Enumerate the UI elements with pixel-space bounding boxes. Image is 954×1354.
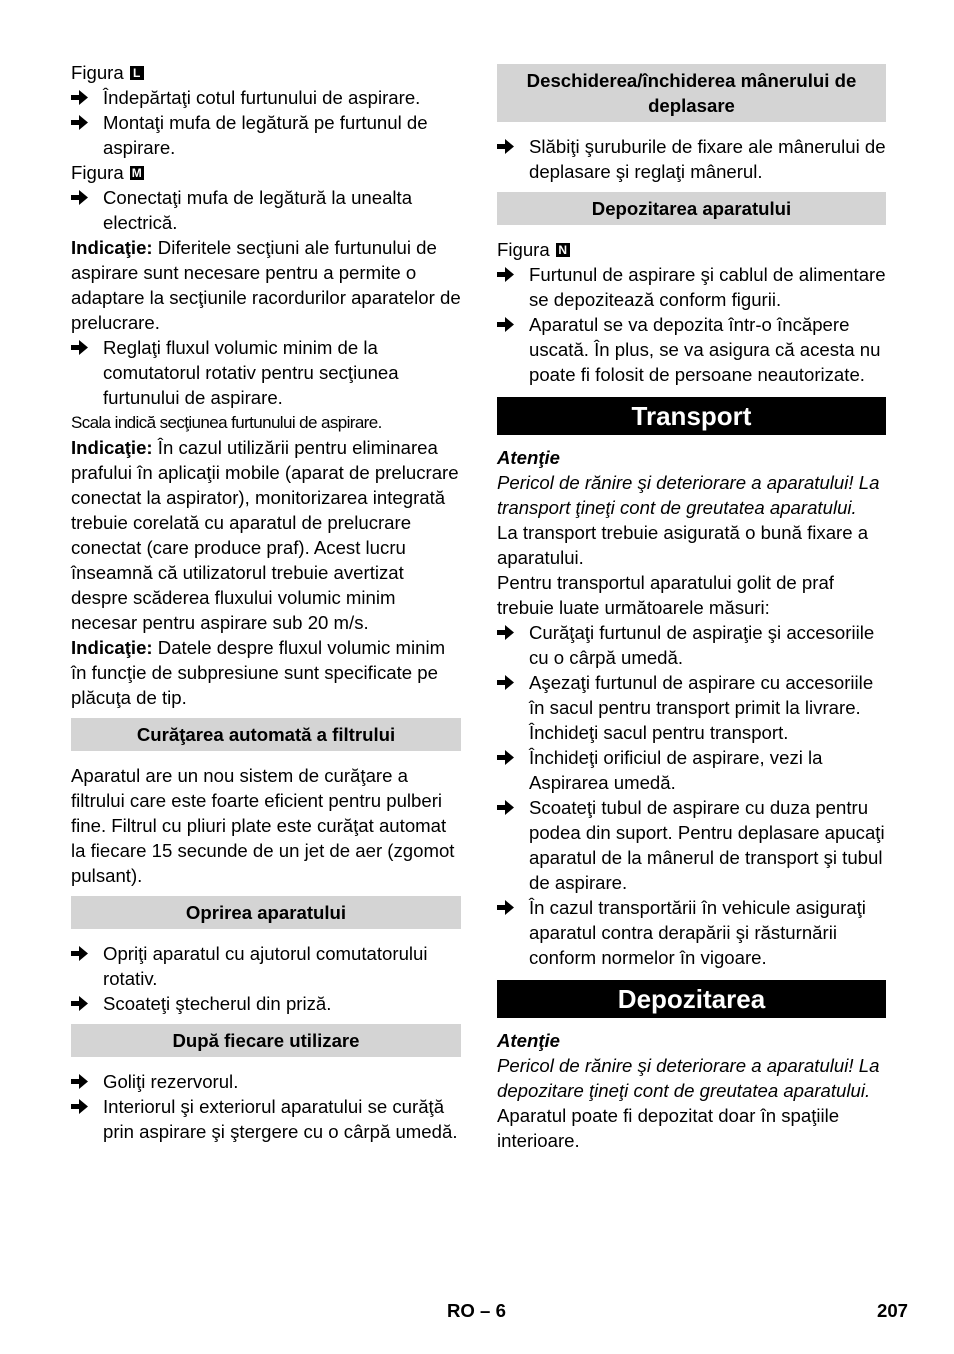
step-text: Goliţi rezervorul. [103, 1071, 239, 1092]
figure-label: Figura [497, 239, 550, 260]
warning-text: Pericol de rănire şi deteriorare a aparatului! La depozitare ţineţi cont de greutatea aparatului. [497, 1055, 880, 1101]
body-paragraph: Pentru transportul aparatului golit de praf trebuie luate următoarele măsuri: [497, 572, 834, 618]
step-text: Scoateţi ştecherul din priză. [103, 993, 332, 1014]
note-paragraph [71, 635, 461, 710]
step-text: Curăţaţi furtunul de aspiraţie şi accesoriile cu o cârpă umedă. [529, 622, 875, 668]
figure-reference-m [71, 160, 461, 185]
arrow-right-icon [497, 895, 521, 920]
figure-reference-n [497, 237, 886, 262]
note-paragraph [71, 235, 461, 335]
arrow-right-icon [71, 1069, 95, 1094]
instruction-step [497, 312, 886, 387]
figure-reference-l [71, 60, 461, 85]
section-heading: Curăţarea automată a filtrului [71, 718, 461, 751]
figure-label: Figura [71, 62, 124, 83]
note-text: Diferitele secţiuni ale furtunului de aspirare sunt necesare pentru a permite o adaptare la secţiunile racordurilor aparatelor de prelucrare. [71, 237, 461, 333]
step-text: Furtunul de aspirare şi cablul de alimentare se depozitează conform figurii. [529, 264, 886, 310]
note-text: Datele despre fluxul volumic minim în funcţie de subpresiune sunt specificate pe plăcuţa de tip. [71, 637, 446, 708]
instruction-step [71, 1069, 461, 1094]
chapter-heading: Transport [497, 397, 886, 435]
arrow-right-icon [71, 991, 95, 1016]
step-text: Îndepărtaţi cotul furtunului de aspirare. [103, 87, 421, 108]
warning-label: Atenţie [497, 447, 561, 468]
instruction-step [71, 110, 461, 160]
arrow-right-icon [497, 745, 521, 770]
instruction-step [71, 1094, 461, 1144]
warning-label: Atenţie [497, 1030, 561, 1051]
instruction-step [497, 620, 886, 670]
arrow-right-icon [71, 185, 95, 210]
arrow-right-icon [71, 110, 95, 135]
note-label: Indicaţie: [71, 637, 153, 658]
footer-section-label: RO – 6 [447, 1300, 506, 1321]
instruction-step [71, 85, 461, 110]
step-text: Opriţi aparatul cu ajutorul comutatorului rotativ. [103, 943, 428, 989]
note-paragraph [71, 435, 461, 635]
step-text: Montaţi mufa de legătură pe furtunul de aspirare. [103, 112, 428, 158]
section-heading: Deschiderea/închiderea mânerului de deplasare [497, 64, 886, 122]
note-text: În cazul utilizării pentru eliminarea prafului în aplicaţii mobile (aparat de prelucrare conectat la aspirator), monitorizarea integrată trebuie corelată cu aparatul de prelucrare conectat (care produce praf). Acest lucru înseamnă că utilizatorul trebuie avertizat despre scăderea fluxului volumic minim necesar pentru aspirare sub 20 m/s. [71, 437, 459, 633]
figure-letter-box: L [130, 66, 144, 80]
instruction-step [497, 795, 886, 895]
step-text: Conectaţi mufa de legătură la unealta electrică. [103, 187, 413, 233]
figure-label: Figura [71, 162, 124, 183]
arrow-right-icon [71, 335, 95, 360]
left-column [71, 60, 461, 1144]
warning-text: Pericol de rănire şi deteriorare a aparatului! La transport ţineţi cont de greutatea aparatului. [497, 472, 880, 518]
step-text: Închideţi orificiul de aspirare, vezi la Aspirarea umedă. [529, 747, 823, 793]
figure-letter-box: N [556, 243, 570, 257]
right-column [497, 60, 886, 1153]
body-paragraph: Aparatul are un nou sistem de curăţare a filtrului care este foarte eficient pentru pulberi fine. Filtrul cu pliuri plate este curăţat automat la fiecare 15 secunde de un jet de aer (zgomot pulsant). [71, 765, 455, 886]
note-label: Indicaţie: [71, 237, 153, 258]
scale-note: Scala indică secţiunea furtunului de aspirare. [71, 413, 382, 432]
instruction-step [71, 941, 461, 991]
arrow-right-icon [497, 134, 521, 159]
instruction-step [497, 262, 886, 312]
step-text: Aşezaţi furtunul de aspirare cu accesoriile în sacul pentru transport primit la livrare. Închideţi sacul pentru transport. [529, 672, 874, 743]
step-text: Interiorul şi exteriorul aparatului se curăţă prin aspirare şi ştergere cu o cârpă umedă. [103, 1096, 458, 1142]
step-text: Slăbiţi şuruburile de fixare ale mânerului de deplasare şi reglaţi mânerul. [529, 136, 886, 182]
arrow-right-icon [497, 795, 521, 820]
arrow-right-icon [497, 312, 521, 337]
page-number: 207 [877, 1300, 909, 1321]
arrow-right-icon [497, 670, 521, 695]
instruction-step [71, 991, 461, 1016]
note-label: Indicaţie: [71, 437, 153, 458]
arrow-right-icon [71, 941, 95, 966]
step-text: În cazul transportării în vehicule asiguraţi aparatul contra derapării şi răsturnării conform normelor în vigoare. [529, 897, 866, 968]
step-text: Reglaţi fluxul volumic minim de la comutatorul rotativ pentru secţiunea furtunului de aspirare. [103, 337, 399, 408]
instruction-step [71, 185, 461, 235]
arrow-right-icon [497, 262, 521, 287]
instruction-step [497, 134, 886, 184]
instruction-step [497, 745, 886, 795]
arrow-right-icon [71, 1094, 95, 1119]
body-paragraph: Aparatul poate fi depozitat doar în spaţiile interioare. [497, 1105, 840, 1151]
body-paragraph: La transport trebuie asigurată o bună fixare a aparatului. [497, 522, 869, 568]
instruction-step [71, 335, 461, 410]
instruction-step [497, 895, 886, 970]
step-text: Aparatul se va depozita într-o încăpere uscată. În plus, se va asigura că acesta nu poate fi folosit de persoane neautorizate. [529, 314, 881, 385]
arrow-right-icon [497, 620, 521, 645]
arrow-right-icon [71, 85, 95, 110]
chapter-heading: Depozitarea [497, 980, 886, 1018]
step-text: Scoateţi tubul de aspirare cu duza pentru podea din suport. Pentru deplasare apucaţi aparatul de la mânerul de transport şi tubul de aspirare. [529, 797, 885, 893]
section-heading: Oprirea aparatului [71, 896, 461, 929]
section-heading: Depozitarea aparatului [497, 192, 886, 225]
figure-letter-box: M [131, 165, 142, 180]
instruction-step [497, 670, 886, 745]
section-heading: După fiecare utilizare [71, 1024, 461, 1057]
